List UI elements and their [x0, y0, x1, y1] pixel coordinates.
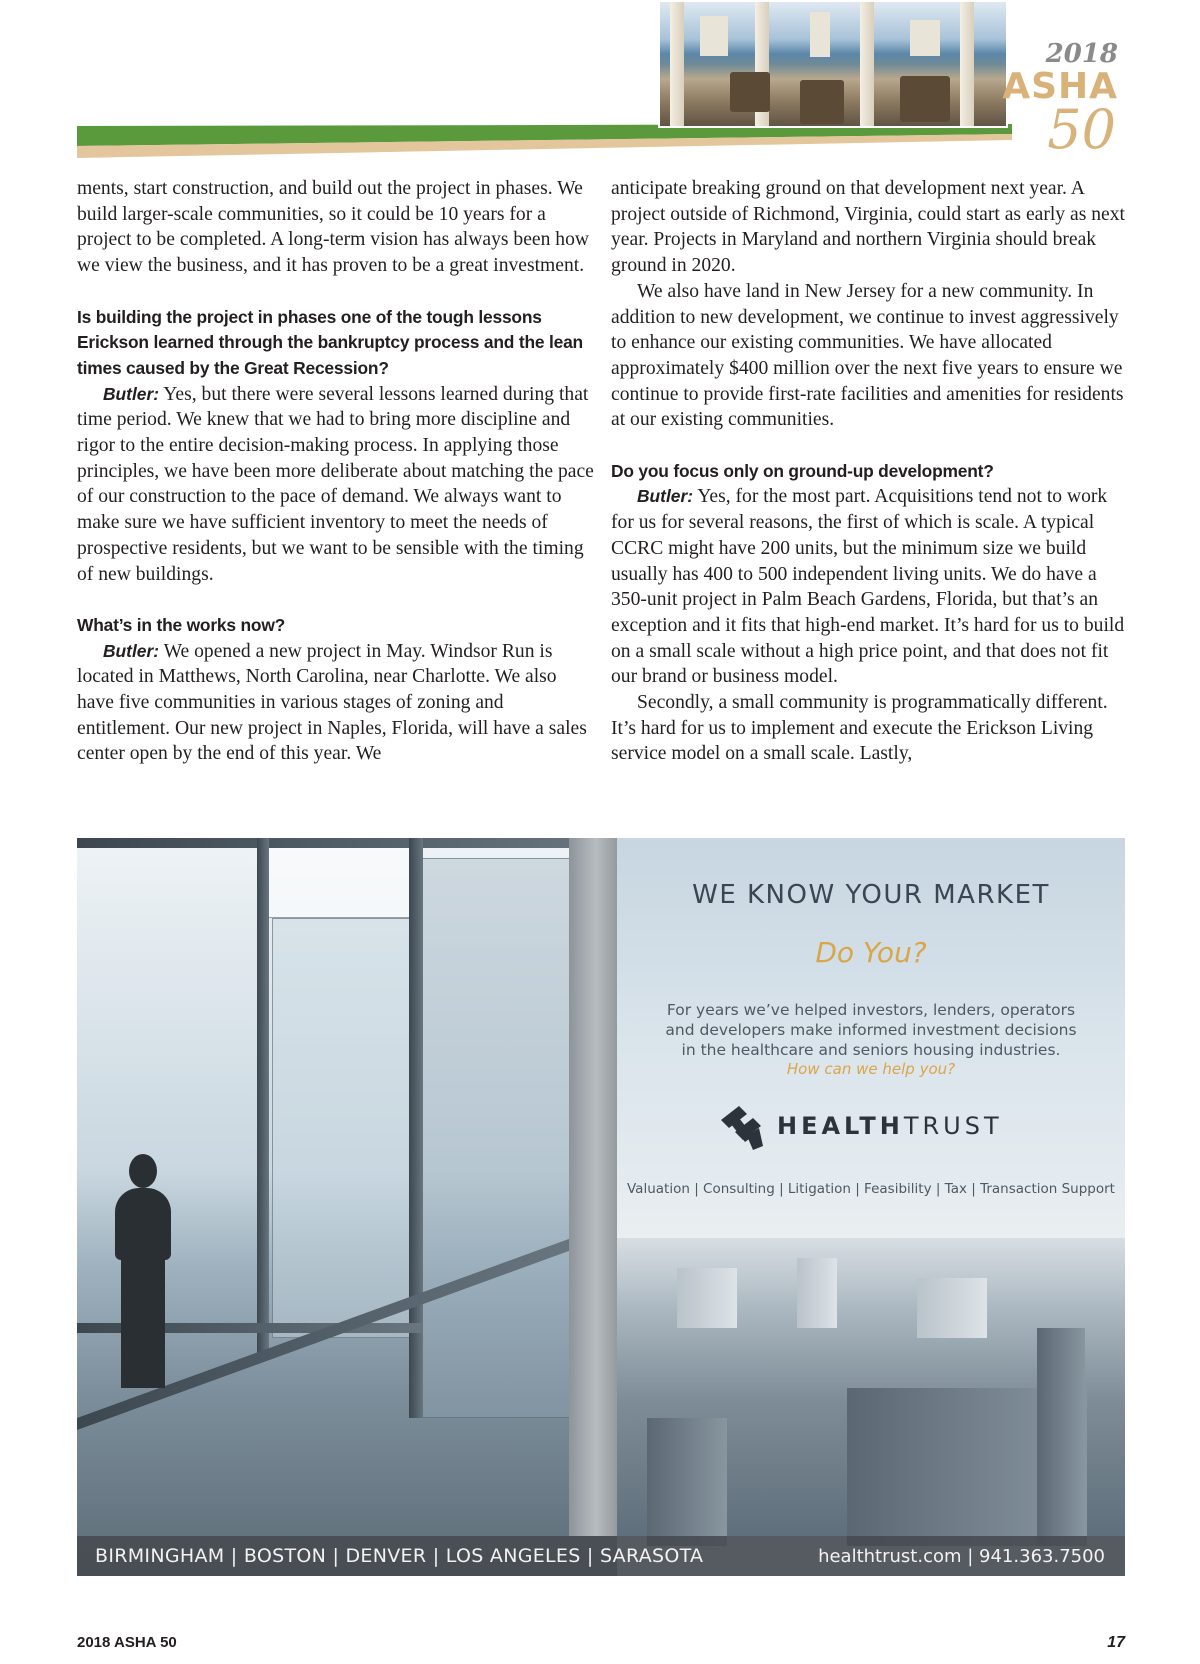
- speaker-name: Butler:: [103, 640, 160, 661]
- speaker-name: Butler:: [637, 486, 694, 507]
- logo-name: ASHA: [1002, 66, 1118, 107]
- ad-cityscape: [617, 1238, 1125, 1536]
- answer-text: We opened a new project in May. Windsor Run is located in Matthews, North Carolina, near Charlotte. We also have five communities in various stages of zoning and entitlement. Our new project in Naples, Florida, will have a sales center open by the end of this year. We: [77, 640, 587, 765]
- healthtrust-logo: [717, 1102, 1037, 1152]
- asha50-logo: [1002, 39, 1118, 161]
- paragraph: [611, 484, 1131, 690]
- header-stripe: [77, 124, 1012, 158]
- wordmark-bold: HEALTH: [777, 1112, 904, 1140]
- interview-question: What’s in the works now?: [77, 614, 286, 635]
- ad-help-text: How can we help you?: [786, 1060, 956, 1078]
- paragraph: [77, 382, 597, 588]
- ad-contact: healthtrust.com | 941.363.7500: [818, 1546, 1105, 1567]
- answer-text: Yes, for the most part. Acquisitions tend not to work for us for several reasons, the first of which is scale. A typical CCRC might have 200 units, but the minimum size we build usually has 400 to 500 independent living units. We do have a 350-unit project in Palm Beach Gardens, Florida, but that’s an exception and it fits that high-end market. It’s hard for us to build on a small scale without a high price point, and that does not fit our brand or business model.: [611, 486, 1125, 688]
- header-photo-balcony: [658, 0, 1008, 128]
- healthtrust-wordmark: [777, 1112, 1003, 1140]
- ad-services-list: Valuation | Consulting | Litigation | Feasibility | Tax | Transaction Support: [627, 1181, 1115, 1197]
- paragraph: We also have land in New Jersey for a new community. In addition to new development, we continue to invest aggressively to enhance our existing communities. We have allocated approximately $400 million over the next five years to ensure we continue to provide first-rate facilities and amenities for residents at our existing communities.: [611, 280, 1124, 431]
- article-column-right: [611, 176, 1131, 767]
- paragraph: anticipate breaking ground on that development next year. A project outside of Richmond, Virginia, could start as early as next year. Projects in Maryland and northern Virginia should break ground in 2020.: [611, 178, 1125, 277]
- interview-question: Is building the project in phases one of the tough lessons Erickson learned through the bankruptcy process and the lean times caused by the Great Recession?: [77, 306, 583, 378]
- paragraph: Secondly, a small community is programmatically different. It’s hard for us to implement and execute the Erickson Living service model on a small scale. Lastly,: [611, 692, 1108, 765]
- healthtrust-logo-icon: [717, 1102, 767, 1152]
- page-number: 17: [1107, 1634, 1125, 1651]
- logo-year: 2018: [1045, 39, 1118, 69]
- ad-office-cities: BIRMINGHAM | BOSTON | DENVER | LOS ANGELES | SARASOTA: [95, 1545, 704, 1567]
- healthtrust-advertisement: [77, 838, 1125, 1576]
- ad-headline: WE KNOW YOUR MARKET: [692, 880, 1050, 910]
- paragraph: ments, start construction, and build out the project in phases. We build larger-scale communities, so it could be 10 years for a project to be completed. A long-term vision has always been how we view the business, and it has proven to be a great investment.: [77, 178, 590, 277]
- footer-publication: 2018 ASHA 50: [77, 1634, 177, 1651]
- interview-question: Do you focus only on ground-up development?: [611, 460, 994, 481]
- wordmark-light: TRUST: [903, 1112, 1003, 1140]
- speaker-name: Butler:: [103, 383, 160, 404]
- logo-number: 50: [1047, 98, 1116, 161]
- article-column-left: [77, 176, 597, 767]
- paragraph: [77, 639, 597, 768]
- ad-footer-bar: [77, 1536, 1125, 1576]
- answer-text: Yes, but there were several lessons learned during that time period. We knew that we had to bring more discipline and rigor to the entire decision-making process. In applying those principles, we have been more deliberate about matching the pace of our construction to the pace of demand. We always want to make sure we have sufficient inventory to meet the needs of prospective residents, but we want to be sensible with the timing of new buildings.: [77, 383, 594, 585]
- ad-body-text: For years we’ve helped investors, lenders, operators and developers make informed investment decisions in the healthcare and seniors housing industries.: [665, 1001, 1077, 1059]
- ad-subhead: Do You?: [815, 936, 927, 969]
- ad-photo-window: [77, 838, 617, 1576]
